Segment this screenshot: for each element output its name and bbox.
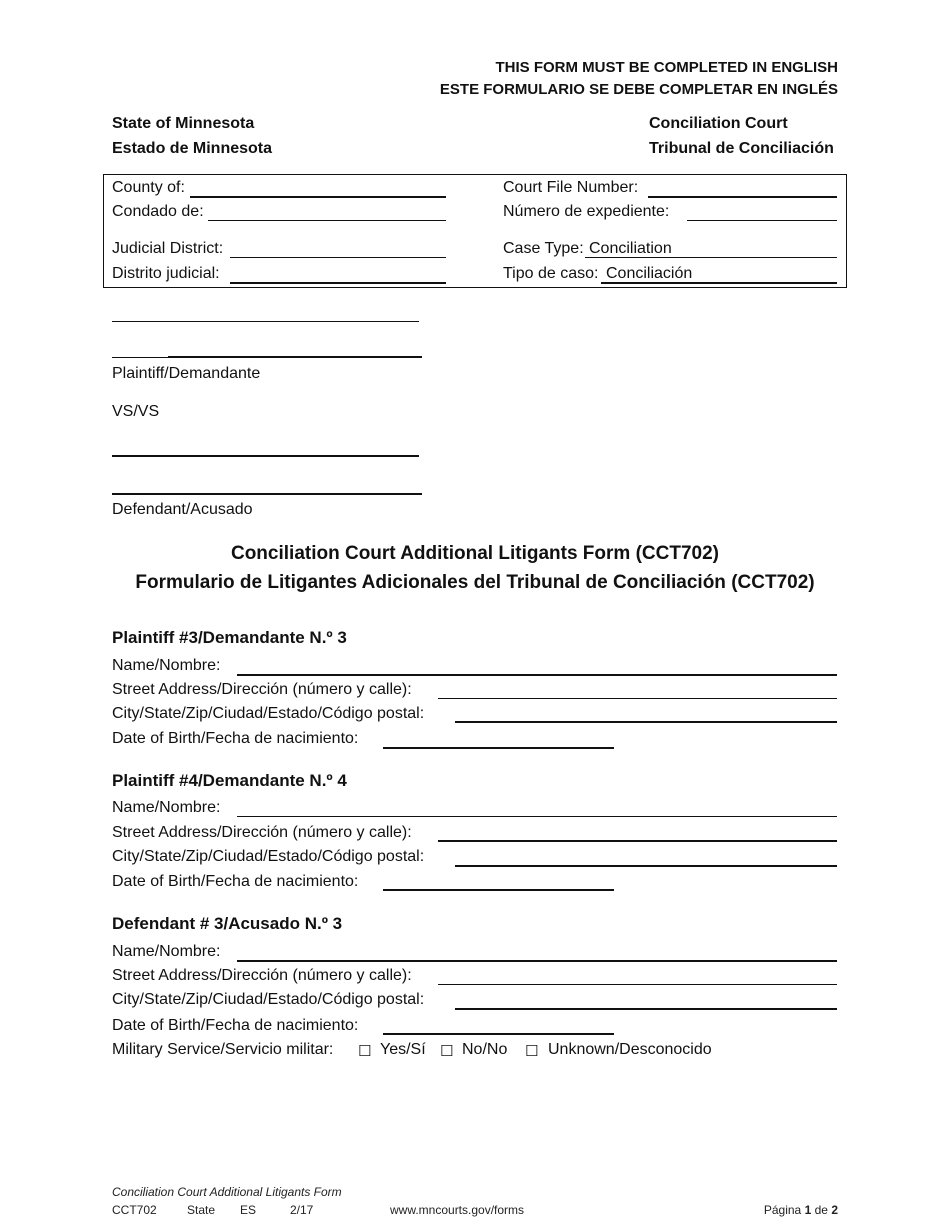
footer-page-mid: de bbox=[814, 1203, 828, 1217]
footer-state: State bbox=[187, 1203, 216, 1217]
footer-date: 2/17 bbox=[290, 1203, 314, 1217]
p3-street-label: Street Address/Dirección (número y calle): bbox=[112, 681, 412, 698]
notice-spanish: ESTE FORMULARIO SE DEBE COMPLETAR EN INGLÉS bbox=[439, 81, 838, 98]
form-title-en: Conciliation Court Additional Litigants Form (CCT702) bbox=[230, 543, 719, 564]
defendant-line-1[interactable] bbox=[112, 455, 419, 457]
condado-label: Condado de: bbox=[112, 203, 204, 220]
p3-name-field[interactable] bbox=[237, 674, 837, 676]
state-title-es: Estado de Minnesota bbox=[112, 140, 273, 157]
condado-field[interactable] bbox=[208, 220, 446, 221]
p3-city-label: City/State/Zip/Ciudad/Estado/Código postal: bbox=[112, 705, 425, 722]
d3-city-field[interactable] bbox=[455, 1008, 837, 1010]
footer-page bbox=[764, 1203, 838, 1217]
form-title-es: Formulario de Litigantes Adicionales del Tribunal de Conciliación (CCT702) bbox=[135, 572, 815, 593]
section-defendant-3: Defendant # 3/Acusado N.º 3 bbox=[112, 914, 343, 933]
footer-code: CCT702 bbox=[112, 1203, 157, 1217]
military-no-label: No/No bbox=[462, 1041, 508, 1058]
section-plaintiff-3: Plaintiff #3/Demandante N.º 3 bbox=[112, 628, 347, 647]
defendant-line-2[interactable] bbox=[112, 493, 422, 495]
county-label: County of: bbox=[112, 179, 185, 196]
tipo-caso-label: Tipo de caso: bbox=[503, 265, 599, 282]
plaintiff-caption: Plaintiff/Demandante bbox=[112, 365, 261, 382]
p4-street-field[interactable] bbox=[438, 840, 837, 842]
p3-dob-field[interactable] bbox=[383, 747, 614, 749]
d3-name-field[interactable] bbox=[237, 960, 837, 962]
checkbox-unknown[interactable]: ☐ bbox=[525, 1042, 539, 1060]
footer-page-prefix: Página bbox=[763, 1203, 802, 1217]
distrito-label: Distrito judicial: bbox=[112, 265, 220, 282]
footer-url[interactable]: www.mncourts.gov/forms bbox=[390, 1203, 525, 1217]
case-type-value: Conciliation bbox=[589, 240, 672, 257]
case-type-label: Case Type: bbox=[503, 240, 584, 257]
d3-street-label: Street Address/Dirección (número y calle): bbox=[112, 967, 412, 984]
checkbox-no[interactable]: ☐ bbox=[440, 1042, 454, 1060]
tipo-caso-field bbox=[601, 282, 837, 284]
d3-street-field[interactable] bbox=[438, 984, 837, 985]
expediente-field[interactable] bbox=[687, 220, 837, 221]
court-title-es: Tribunal de Conciliación bbox=[649, 140, 834, 157]
county-field[interactable] bbox=[190, 196, 446, 198]
plaintiff-line-2-underscore bbox=[168, 356, 422, 358]
military-label: Military Service/Servicio militar: bbox=[112, 1041, 334, 1058]
p4-city-label: City/State/Zip/Ciudad/Estado/Código postal: bbox=[112, 848, 425, 865]
p4-city-field[interactable] bbox=[455, 865, 837, 867]
district-field[interactable] bbox=[230, 257, 446, 258]
file-number-field[interactable] bbox=[648, 196, 837, 198]
p3-street-field[interactable] bbox=[438, 698, 837, 699]
tipo-caso-value: Conciliación bbox=[606, 265, 693, 282]
p3-name-label: Name/Nombre: bbox=[112, 657, 221, 674]
file-number-label: Court File Number: bbox=[503, 179, 639, 196]
plaintiff-line-1[interactable] bbox=[112, 321, 419, 322]
footer-page-total: 2 bbox=[831, 1203, 838, 1217]
p3-dob-label: Date of Birth/Fecha de nacimiento: bbox=[112, 730, 359, 747]
military-yes-label: Yes/Sí bbox=[380, 1041, 426, 1058]
expediente-label: Número de expediente: bbox=[503, 203, 670, 220]
d3-dob-field[interactable] bbox=[383, 1033, 614, 1035]
checkbox-yes[interactable]: ☐ bbox=[358, 1042, 372, 1060]
district-label: Judicial District: bbox=[112, 240, 224, 257]
d3-name-label: Name/Nombre: bbox=[112, 943, 221, 960]
vs-caption: VS/VS bbox=[112, 403, 160, 420]
footer-page-num: 1 bbox=[804, 1203, 812, 1217]
p3-city-field[interactable] bbox=[455, 721, 837, 723]
p4-dob-label: Date of Birth/Fecha de nacimiento: bbox=[112, 873, 359, 890]
p4-street-label: Street Address/Dirección (número y calle): bbox=[112, 824, 412, 841]
case-type-field bbox=[585, 257, 837, 258]
p4-name-label: Name/Nombre: bbox=[112, 799, 221, 816]
notice-english: THIS FORM MUST BE COMPLETED IN ENGLISH bbox=[495, 59, 838, 76]
court-title-en: Conciliation Court bbox=[649, 115, 788, 132]
distrito-field[interactable] bbox=[230, 282, 446, 284]
d3-city-label: City/State/Zip/Ciudad/Estado/Código postal: bbox=[112, 991, 425, 1008]
military-unknown-label: Unknown/Desconocido bbox=[548, 1041, 712, 1058]
d3-dob-label: Date of Birth/Fecha de nacimiento: bbox=[112, 1017, 359, 1034]
state-title-en: State of Minnesota bbox=[112, 115, 255, 132]
p4-name-field[interactable] bbox=[237, 816, 837, 817]
defendant-caption: Defendant/Acusado bbox=[112, 501, 253, 518]
footer-lang: ES bbox=[240, 1203, 257, 1217]
footer-form-name: Conciliation Court Additional Litigants Form bbox=[112, 1185, 342, 1199]
section-plaintiff-4: Plaintiff #4/Demandante N.º 4 bbox=[112, 771, 347, 790]
p4-dob-field[interactable] bbox=[383, 889, 614, 891]
